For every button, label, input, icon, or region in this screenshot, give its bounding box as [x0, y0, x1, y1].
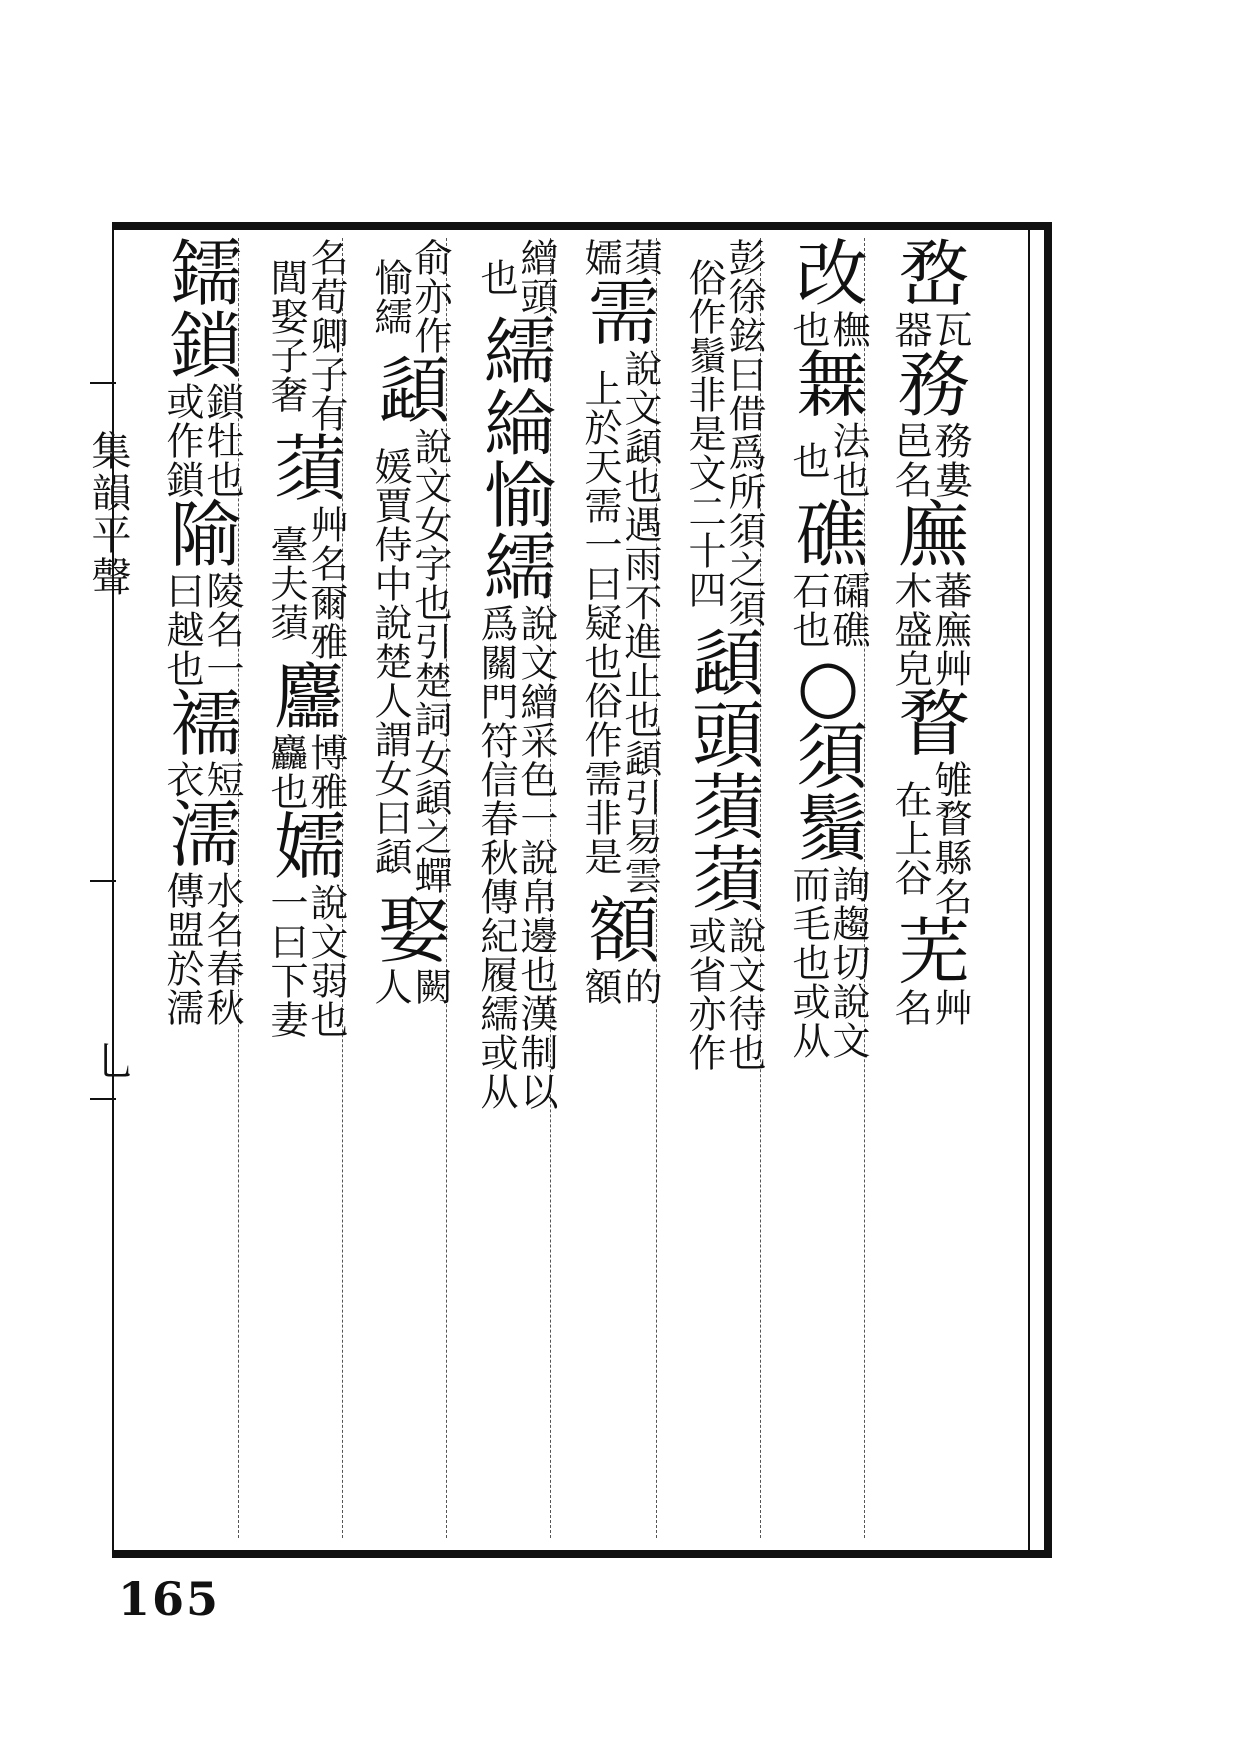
annotation-line: 蕦: [618, 238, 662, 277]
annotation: [474, 604, 558, 1111]
headword: 務: [898, 343, 971, 427]
text-column: [578, 238, 662, 1538]
headword: 鎖: [170, 304, 243, 388]
annotation-line: 闕: [408, 967, 452, 1006]
annotation-line: 也: [786, 310, 830, 349]
headword: 嵍: [898, 232, 971, 316]
headword: 頭: [692, 694, 765, 778]
annotation-line: 說文女字也引楚詞女頿之蟬: [408, 427, 452, 895]
annotation-line: 法也: [826, 421, 870, 499]
headword: 橆: [796, 343, 869, 427]
annotation: [264, 883, 348, 1039]
annotation-line: 麤也: [264, 733, 308, 811]
annotation-line: 蕃廡艸: [928, 571, 972, 688]
annotation-line: 器: [888, 310, 932, 349]
annotation-line: 博雅: [304, 733, 348, 811]
annotation-line: 曰越也: [160, 571, 204, 688]
headword: 頿: [378, 349, 451, 433]
annotation: [368, 238, 452, 355]
headword: 廡: [898, 493, 971, 577]
annotation-line: 說文待也: [722, 916, 766, 1072]
headword: 繻: [484, 310, 557, 394]
annotation-line: 彭徐鉉曰借爲所須之須: [722, 238, 766, 628]
annotation-line: 或省亦作: [682, 916, 726, 1072]
margin-tick: [90, 1098, 116, 1100]
annotation: [264, 733, 348, 811]
border-inner-rule: [1028, 230, 1030, 1550]
annotation: [160, 871, 244, 1027]
annotation-line: 閭娶子奢: [264, 257, 308, 414]
annotation: [160, 571, 244, 688]
annotation-line: 的: [618, 967, 662, 1006]
annotation-line: 邑名: [888, 421, 932, 499]
headword: 繻: [484, 526, 557, 610]
margin-tick: [90, 880, 116, 882]
headword: 需: [588, 271, 661, 355]
annotation: [160, 382, 244, 499]
annotation-line: 俗作鬚非是文二十四: [682, 257, 726, 609]
annotation-line: 瓦: [928, 310, 972, 349]
annotation-line: 額: [578, 967, 622, 1006]
annotation-line: 也: [786, 440, 830, 480]
annotation: [888, 421, 972, 499]
annotation-line: 礵礁: [826, 571, 870, 649]
annotation-line: 愉繻: [368, 257, 412, 336]
annotation-line: 上於天需一曰疑也俗作需非是: [578, 368, 622, 876]
headword: 蕦: [274, 427, 347, 511]
annotation: [682, 916, 766, 1072]
annotation: [786, 865, 870, 1060]
margin-fold-mark: 乚: [89, 1040, 135, 1080]
headword: ○須: [796, 643, 869, 799]
annotation: [888, 571, 972, 688]
annotation-line: 說文頿也遇雨不進止也頿引易雲: [618, 349, 662, 895]
annotation-line: 傳盟於濡: [160, 871, 204, 1027]
annotation-line: 在上谷: [888, 779, 932, 897]
headword: 頿: [692, 622, 765, 706]
headword: 麢: [274, 655, 347, 739]
text-column: [264, 238, 348, 1538]
headword: 瞀: [898, 682, 971, 766]
annotation-line: 人: [368, 967, 412, 1006]
border-left-rule: [112, 226, 114, 1552]
annotation-line: 雊瞀縣名: [928, 760, 972, 916]
margin-tick: [90, 382, 116, 384]
text-column: [888, 232, 972, 1538]
annotation-line: 水名春秋: [200, 871, 244, 1027]
annotation-line: 陵名一: [200, 571, 244, 688]
headword: 鬚: [796, 787, 869, 871]
annotation: [474, 238, 558, 316]
annotation: [368, 427, 452, 895]
annotation-line: 媛賈侍中說楚人謂女曰頿: [368, 446, 412, 876]
annotation: [264, 505, 348, 661]
headword: 芜: [898, 910, 971, 994]
headword: 蕦: [692, 766, 765, 850]
text-column: [160, 232, 244, 1538]
annotation: [368, 967, 452, 1006]
annotation: [888, 988, 972, 1027]
annotation: [888, 760, 972, 916]
headword: 綸: [484, 382, 557, 466]
annotation-line: 務婁: [928, 421, 972, 499]
annotation-line: 臺夫蕦: [264, 524, 308, 642]
text-column: [682, 238, 766, 1538]
annotation: [682, 238, 766, 628]
annotation-line: 說文弱也: [304, 883, 348, 1039]
annotation-line: 俞亦作: [408, 238, 452, 355]
annotation-line: 嬬: [578, 238, 622, 277]
headword: 隃: [170, 493, 243, 577]
headword: 濡: [170, 793, 243, 877]
margin-title: 集韻平聲: [85, 430, 131, 598]
annotation-line: 橅: [826, 310, 870, 349]
annotation-line: 衣: [160, 760, 204, 799]
headword: 襦: [170, 682, 243, 766]
text-column: [474, 238, 558, 1538]
headword: 額: [588, 889, 661, 973]
headword: 鑐: [170, 232, 243, 316]
annotation: [578, 967, 662, 1006]
annotation-line: 鎖牡也: [200, 382, 244, 499]
annotation-line: 艸名爾雅: [304, 505, 348, 661]
annotation-line: 短: [200, 760, 244, 799]
annotation: [578, 349, 662, 895]
annotation-line: 也: [474, 257, 518, 297]
text-column: [786, 232, 870, 1538]
annotation-line: 一曰下妻: [264, 883, 308, 1039]
annotation-line: 而毛也或从: [786, 865, 830, 1060]
annotation-line: 爲關門符信春秋傳紀履繻或从: [474, 604, 518, 1111]
headword: 改: [796, 232, 869, 316]
annotation-line: 名荀卿子有: [304, 238, 348, 433]
headword: 愉: [484, 454, 557, 538]
annotation: [264, 238, 348, 433]
annotation: [786, 571, 870, 649]
headword: 礁: [796, 493, 869, 577]
annotation-line: 木盛皃: [888, 571, 932, 688]
headword: 嬬: [274, 805, 347, 889]
annotation-line: 艸: [928, 988, 972, 1027]
headword: 娶: [378, 889, 451, 973]
text-column: [368, 238, 452, 1538]
annotation-line: 詢趨切說文: [826, 865, 870, 1060]
annotation: [786, 421, 870, 499]
annotation-line: 繒頭: [514, 238, 558, 316]
headword: 蕦: [692, 838, 765, 922]
annotation-line: 石也: [786, 571, 830, 649]
page-number: 165: [118, 1572, 221, 1626]
annotation-line: 說文繒采色一說帛邊也漢制以: [514, 604, 558, 1111]
annotation-line: 或作鎖: [160, 382, 204, 499]
annotation-line: 名: [888, 988, 932, 1027]
